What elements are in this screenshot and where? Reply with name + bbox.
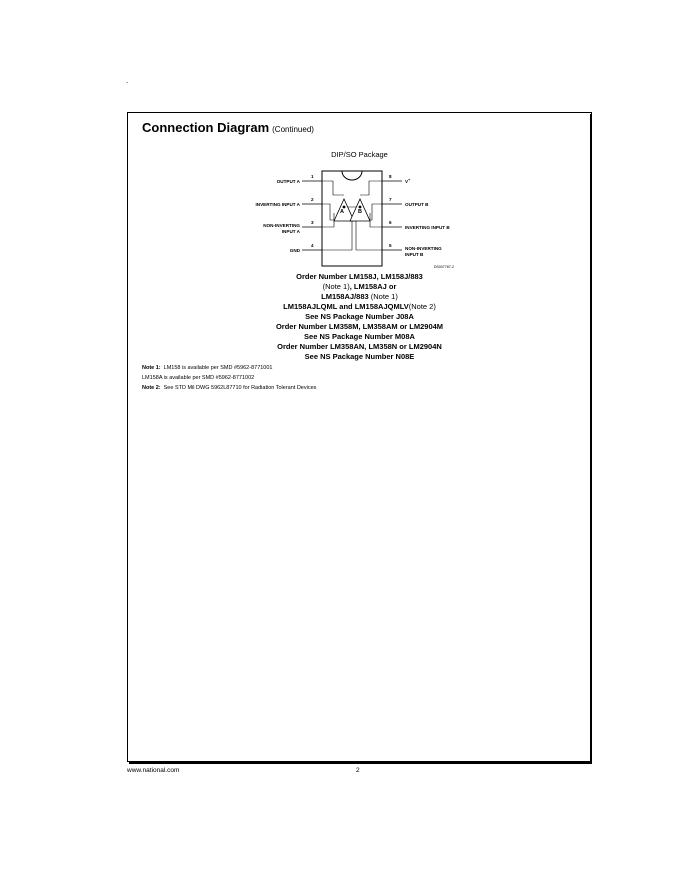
order-line-segment: Order Number LM358M, LM358AM or LM2904M [275,322,444,331]
pin-7-number: 7 [389,197,392,202]
pin-4-number: 4 [311,243,314,248]
content-frame [127,112,592,762]
order-line-segment: LM158AJLQML and LM158AJQMLV [283,302,409,311]
note [142,383,316,393]
order-line [128,332,591,342]
order-line [128,312,591,322]
pin-6-label: INVERTING INPUT B [405,225,450,230]
pin-6-number: 6 [389,220,392,225]
note [142,363,316,373]
amplifier-a [334,199,354,221]
order-line-segment: LM158AJ/883 [321,292,369,301]
pin-5-number: 5 [389,243,392,248]
footer-url: www.national.com [127,767,180,774]
order-line-segment: See NS Package Number M08A [304,332,415,341]
order-line-segment: Order Number LM158J, LM158J/883 [296,272,423,281]
internal-wiring [322,181,382,250]
note-text: See STD Mil DWG 5962L87710 for Radiation Tolerant Devices [163,385,317,391]
note-text: LM158A is available per SMD #5962-8771002 [142,375,255,381]
stray-mark: . [126,76,129,85]
pin-8-label: V+ [405,178,411,184]
order-line [128,352,591,362]
pin-3-number: 3 [311,220,314,225]
order-line-segment: , LM158AJ or [349,282,397,291]
section-title [142,120,314,135]
order-line-segment: See NS Package Number N08E [304,352,415,361]
pin-5-label-line2: INPUT B [405,252,424,257]
section-title-text: Connection Diagram [142,120,270,135]
pin-7-label: OUTPUT B [405,202,429,207]
notes [142,363,316,393]
pin-4-label: GND [289,248,300,253]
order-info [128,272,591,362]
footer-page-number: 2 [356,767,360,774]
pin-2-label: INVERTING INPUT A [255,202,300,207]
package-notch [342,171,362,180]
pin-1-label: OUTPUT A [276,179,300,184]
amp-a-label: A [340,209,344,215]
order-line [128,322,591,332]
pin-8-number: 8 [389,174,392,179]
order-line [128,292,591,302]
pin-1-number: 1 [311,174,314,179]
note-text: LM158 is available per SMD #5962-8771001 [163,365,273,371]
pin-3-label-line2: INPUT A [281,229,300,234]
order-line-segment: See NS Package Number J08A [305,312,414,321]
frame-shadow-right [590,114,592,764]
amp-b-label: B [358,209,362,215]
note-label: Note 2: [142,385,161,391]
order-line [128,282,591,292]
order-line [128,272,591,282]
order-line-segment: (Note 1) [322,282,350,291]
frame-shadow-bottom [129,762,592,764]
pin-3-label-line1: NON-INVERTING [263,223,300,228]
connection-diagram [255,163,458,275]
order-line-segment: (Note 1) [368,292,398,301]
order-line-segment: Order Number LM358AN, LM358N or LM2904N [277,342,442,351]
note-label: Note 1: [142,365,161,371]
section-continued: (Continued) [272,125,314,134]
note [142,373,316,383]
package-label: DIP/SO Package [331,150,388,159]
pin-5-label-line1: NON-INVERTING [405,246,442,251]
order-line-segment: (Note 2) [408,302,436,311]
pin-2-number: 2 [311,197,314,202]
figure-id: DS007787-2 [433,265,454,269]
order-line [128,302,591,312]
order-line [128,342,591,352]
